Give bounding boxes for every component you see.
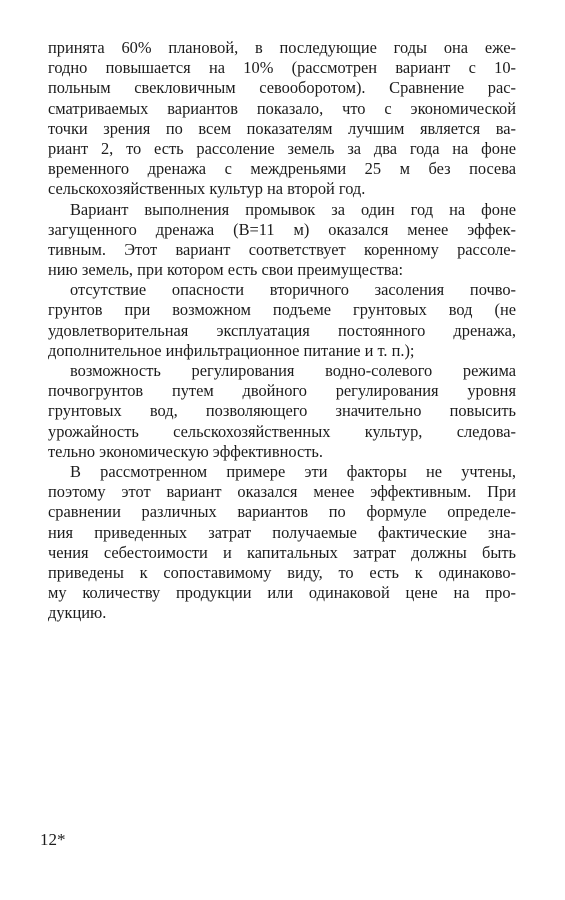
text-line: дукцию. xyxy=(48,603,107,623)
text-line: точки зрения по всем показателям лучшим является ва- xyxy=(48,118,516,138)
paragraph-start-line: отсутствие опасности вторичного засоления почво- xyxy=(70,280,516,300)
text-line: ния приведенных затрат получаемые фактические зна- xyxy=(48,522,516,542)
text-line: принята 60% плановой, в последующие годы она еже- xyxy=(48,38,516,57)
paragraph-start-line: В рассмотренном примере эти факторы не учтены, xyxy=(70,461,516,481)
text-line: временного дренажа с междреньями 25 м без посева xyxy=(48,159,516,179)
text-line: дополнительное инфильтрационное питание и т. п.); xyxy=(48,340,415,360)
text-line: поэтому этот вариант оказался менее эффективным. При xyxy=(48,482,516,502)
text-line: грунтов при возможном подъеме грунтовых вод (не xyxy=(48,300,516,320)
text-line: удовлетворительная эксплуатация постоянного дренажа, xyxy=(48,320,516,340)
text-line: польным свекловичным севооборотом). Сравнение рас- xyxy=(48,78,516,98)
text-line: грунтовых вод, позволяющего значительно повысить xyxy=(48,401,516,421)
paragraph-start-line: Вариант выполнения промывок за один год на фоне xyxy=(70,199,516,219)
text-line: урожайность сельскохозяйственных культур, следова- xyxy=(48,421,516,441)
text-line: му количеству продукции или одинаковой цене на про- xyxy=(48,583,516,603)
paragraph-start-line: возможность регулирования водно-солевого режима xyxy=(70,361,516,380)
text-line: годно повышается на 10% (рассмотрен вариант с 10- xyxy=(48,58,516,78)
text-line: чения себестоимости и капитальных затрат должны быть xyxy=(48,542,516,562)
text-line: загущенного дренажа (В=11 м) оказался менее эффек- xyxy=(48,219,516,239)
text-line: сравнении различных вариантов по формуле определе- xyxy=(48,502,516,522)
text-line: сматриваемых вариантов показало, что с экономической xyxy=(48,98,516,118)
text-line: сельскохозяйственных культур на второй год. xyxy=(48,179,366,199)
text-line: риант 2, то есть рассоление земель за два года на фоне xyxy=(48,138,516,158)
body-text xyxy=(48,38,516,623)
text-line: тельно экономическую эффективность. xyxy=(48,441,323,461)
text-line: почвогрунтов путем двойного регулирования уровня xyxy=(48,381,516,401)
page-number: 12* xyxy=(40,830,66,849)
text-line: тивным. Этот вариант соответствует коренному рассоле- xyxy=(48,239,516,259)
text-line: нию земель, при котором есть свои преимущества: xyxy=(48,260,404,280)
text-line: приведены к сопоставимому виду, то есть к одинаково- xyxy=(48,562,516,582)
